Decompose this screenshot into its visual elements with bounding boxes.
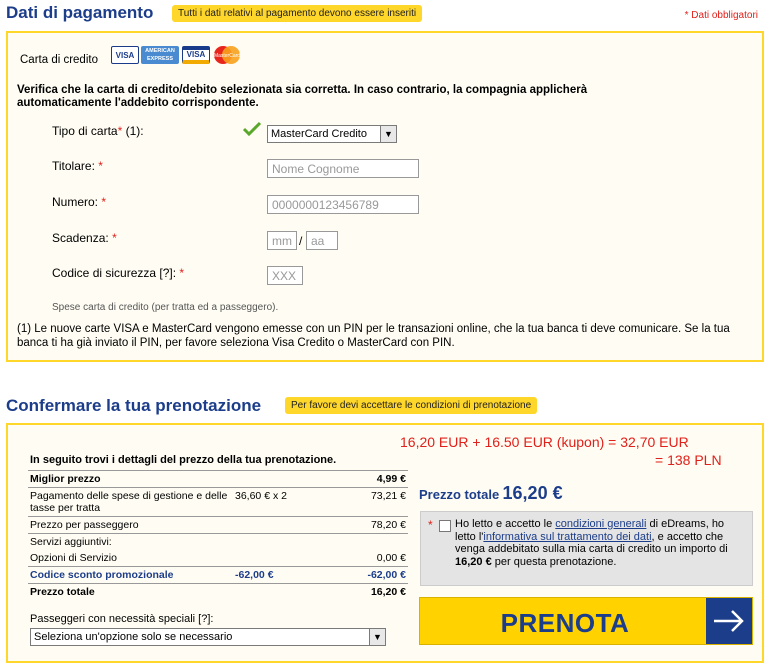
table-row: Prezzo totale 16,20 € — [28, 584, 408, 601]
verify-text: Verifica che la carta di credito/debito selezionata sia corretta. In caso contrario, la compagnia applicherà automaticamente l'addebito corrispondente. — [17, 84, 588, 109]
accept-terms-checkbox[interactable] — [439, 520, 451, 532]
footnote: (1) Le nuove carte VISA e MasterCard vengono emesse con un PIN per le transazioni online, che la tua banca ti deve comunicare. Se la tua banca ti ha già inviato il PIN, per favore seleziona Visa Credito o MasterCard con PIN. — [17, 323, 730, 349]
privacy-link[interactable]: informativa sul trattamento dei dati — [483, 530, 652, 543]
confirm-hint: Per favore devi accettare le condizioni di prenotazione — [285, 397, 537, 414]
table-row: Miglior prezzo 4,99 € — [28, 471, 408, 488]
amex-logo-icon: AMERICAN EXPRESS — [141, 46, 179, 64]
check-icon — [242, 121, 262, 140]
chevron-down-icon: ▼ — [369, 629, 385, 645]
table-row: Opzioni di Servizio 0,00 € — [30, 552, 406, 564]
visa-logo-icon: VISA — [111, 46, 139, 64]
accept-terms-text: Ho letto e accetto le condizioni generali di eDreams, ho letto l'informativa sul trattamento dei dati, e accetto che venga addebitato sulla mia carta di credito un importo di 16,20 € per questa prenotazione. — [455, 518, 728, 568]
expiry-separator: / — [299, 234, 303, 248]
holder-input[interactable]: Nome Cognome — [267, 159, 419, 178]
special-needs-label: Passeggeri con necessità speciali [?]: — [30, 613, 214, 625]
accept-terms-box — [420, 511, 753, 586]
cvv-input[interactable]: XXX — [267, 266, 303, 285]
card-type-select[interactable]: MasterCard Credito ▼ — [267, 125, 397, 143]
expiry-year-input[interactable]: aa — [306, 231, 338, 250]
table-row: Prezzo per passeggero 78,20 € — [28, 517, 408, 534]
payment-hint: Tutti i dati relativi al pagamento devono essere inseriti — [172, 5, 422, 22]
prenota-button-label: PRENOTA — [500, 608, 630, 638]
number-label: Numero: * — [52, 195, 107, 209]
expiry-month-input[interactable]: mm — [267, 231, 297, 250]
price-annotation-line1: 16,20 EUR + 16.50 EUR (kupon) = 32,70 EUR — [400, 434, 689, 450]
visa-electron-logo-icon: VISA — [182, 46, 210, 64]
required-asterisk: * — [428, 518, 433, 532]
svg-text:MasterCard: MasterCard — [213, 53, 241, 59]
table-row: Servizi aggiuntivi: — [28, 534, 408, 551]
table-row: Codice sconto promozionale -62,00 € -62,00 € — [28, 567, 408, 584]
chevron-down-icon: ▼ — [380, 126, 396, 142]
table-row: Pagamento delle spese di gestione e delle tasse per tratta 36,60 € x 2 73,21 € — [28, 488, 408, 517]
price-annotation-line2: = 138 PLN — [655, 452, 722, 468]
required-note: * Dati obbligatori — [684, 10, 758, 21]
price-table — [28, 470, 408, 600]
mastercard-logo-icon — [212, 45, 242, 65]
card-label: Carta di credito — [20, 54, 98, 66]
price-intro: In seguito trovi i dettagli del prezzo della tua prenotazione. — [30, 454, 337, 466]
cvv-label: Codice di sicurezza [?]: * — [52, 266, 185, 280]
fees-note: Spese carta di credito (per tratta ed a passeggero). — [52, 302, 279, 313]
arrow-right-icon — [706, 598, 752, 644]
special-needs-select[interactable]: Seleziona un'opzione solo se necessario ▼ — [30, 628, 386, 646]
prenota-button[interactable] — [419, 597, 753, 645]
confirm-title: Confermare la tua prenotazione — [6, 396, 262, 415]
total-price: Prezzo totale 16,20 € — [419, 483, 563, 503]
expiry-label: Scadenza: * — [52, 231, 117, 245]
payment-panel — [6, 31, 764, 362]
terms-link[interactable]: condizioni generali — [555, 518, 647, 530]
payment-title: Dati di pagamento — [6, 3, 154, 22]
card-type-label: Tipo di carta* (1): — [52, 124, 144, 138]
card-number-input[interactable]: 0000000123456789 — [267, 195, 419, 214]
confirm-panel — [6, 423, 764, 663]
holder-label: Titolare: * — [52, 159, 103, 173]
